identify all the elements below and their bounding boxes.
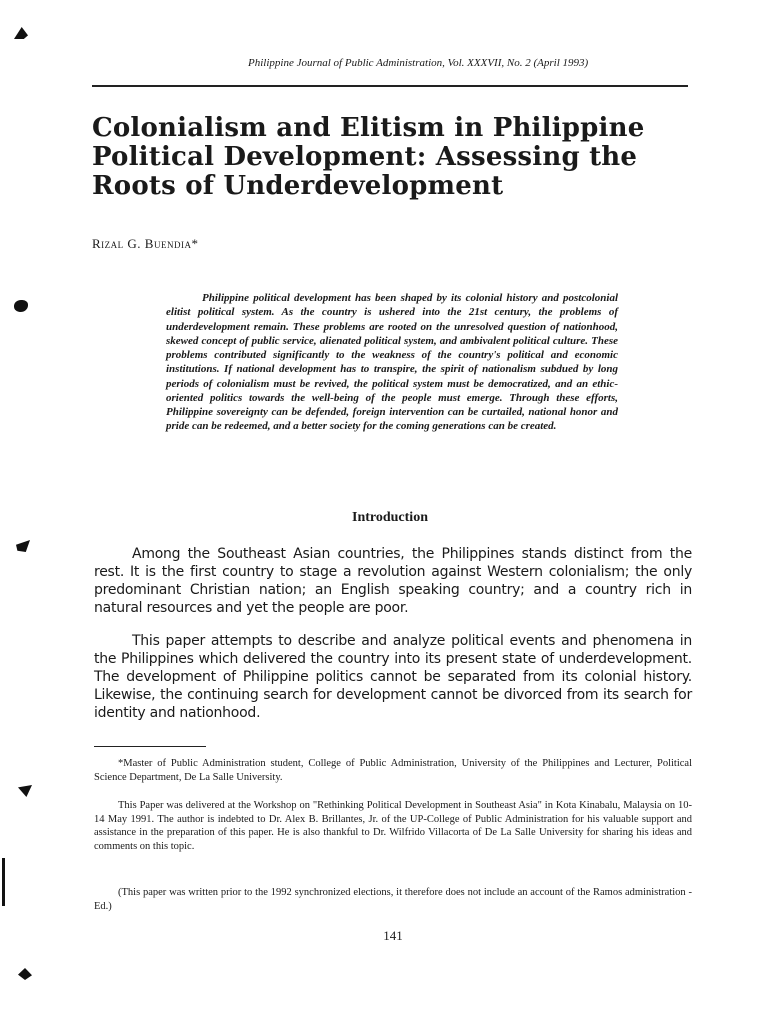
scan-margin-mark: [16, 540, 30, 552]
scan-margin-mark: [18, 968, 32, 980]
scan-margin-mark: [18, 785, 32, 797]
journal-running-header: Philippine Journal of Public Administration, Vol. XXXVII, No. 2 (April 1993): [248, 57, 589, 69]
article-title: Colonialism and Elitism in Philippine Political Development: Assessing the Roots of Underdevelopment: [92, 113, 645, 201]
page-number: 141: [383, 928, 403, 943]
header-rule: [92, 85, 688, 87]
footnote-author-affiliation: *Master of Public Administration student, College of Public Administration, University of the Philippines and Lecturer, Political Science Department, De La Salle University.: [94, 758, 692, 783]
article-author: Rizal G. Buendia*: [92, 236, 199, 251]
body-paragraph: This paper attempts to describe and analyze political events and phenomena in the Philippines which delivered the country into its present state of underdevelopment. The development of Philippine politics cannot be separated from its colonial history. Likewise, the continuing search for development cannot be divorced from its search for identity and nationhood.: [94, 633, 692, 721]
scan-margin-bar: [2, 858, 5, 906]
scan-margin-mark: [14, 300, 28, 312]
abstract: Philippine political development has been shaped by its colonial history and postcolonial elitist political system. As the country is ushered into the 21st century, the problems of underdevelopment remain. These problems are rooted on the unresolved question of nationhood, skewed concept of public service, alienated political system, and ambivalent political culture. These problems contributed significantly to the weakness of the country's political and economic institutions. If national development has to transpire, the spirit of nationalism subdued by long periods of colonialism must be revived, the political system must be democratized, and an ethic-oriented politics towards the well-being of the people must emerge. Through these efforts, Philippine sovereignty can be defended, foreign intervention can be curtailed, national honor and pride can be redeemed, and a better society for the coming generations can be created.: [166, 292, 618, 433]
scan-margin-mark: [14, 27, 28, 39]
footnote-paper-origin: This Paper was delivered at the Workshop on "Rethinking Political Development in Southeast Asia" in Kota Kinabalu, Malaysia on 10-14 May 1991. The author is indebted to Dr. Alex B. Brillantes, Jr. of the UP-College of Public Administration for his valuable support and assistance in the preparation of this paper. He is also thankful to Dr. Wilfrido Villacorta of De La Salle University for sharing his ideas and comments on this topic.: [94, 800, 692, 852]
footnote-editor-note: (This paper was written prior to the 1992 synchronized elections, it therefore does not include an account of the Ramos administration - Ed.): [94, 887, 692, 912]
body-paragraph: Among the Southeast Asian countries, the Philippines stands distinct from the rest. It is the first country to stage a revolution against Western colonialism; the only predominant Christian nation; an English speaking country; and a country rich in natural resources and yet the people are poor.: [94, 546, 692, 616]
section-heading-introduction: Introduction: [352, 510, 428, 525]
footnote-rule: [94, 746, 206, 747]
